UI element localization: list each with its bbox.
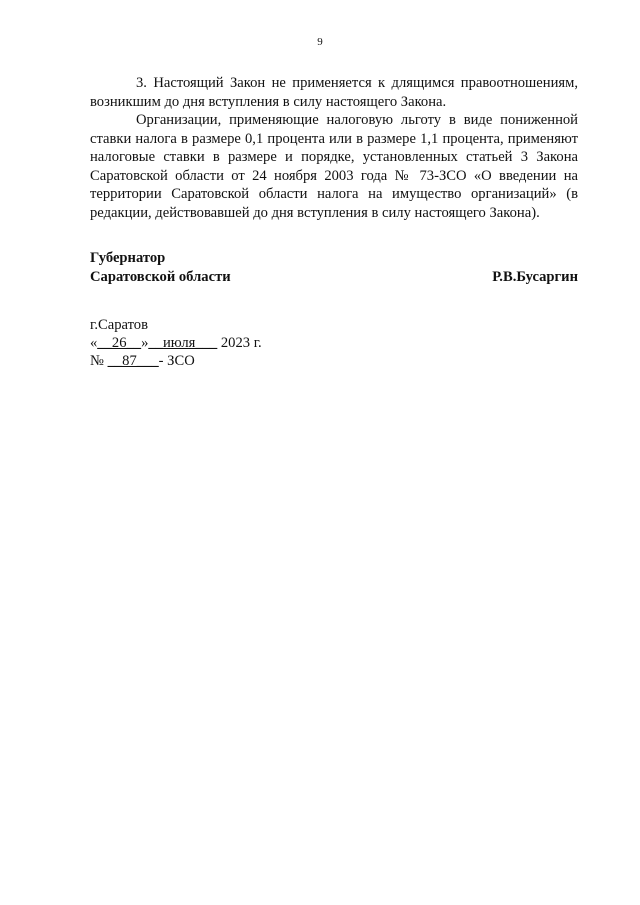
- date-day: __26__: [97, 335, 142, 351]
- signatory-name: Р.В.Бусаргин: [492, 269, 578, 285]
- signature-block: [90, 249, 578, 287]
- law-number-line: [90, 352, 262, 370]
- law-number-prefix: №: [90, 353, 108, 369]
- law-number-suffix: - ЗСО: [158, 353, 195, 369]
- date-month: __июля___: [148, 335, 218, 351]
- law-text: [90, 74, 578, 222]
- signature-row: [90, 268, 578, 287]
- date-line: [90, 334, 262, 352]
- date-open-quote: «: [90, 335, 98, 351]
- signatory-title-line1: Губернатор: [90, 250, 166, 266]
- law-number-value: __87___: [107, 353, 159, 369]
- date-close-quote: »: [141, 335, 149, 351]
- date-year: 2023 г.: [217, 335, 262, 351]
- page-number: 9: [317, 36, 323, 48]
- paragraph-organizations: Организации, применяющие налоговую льготу в виде пониженной ставки налога в размере 0,1 процента или в размере 1,1 процента, применяют налоговые ставки в размере и порядке, установленных статьей 3 Закона Саратовской области от 24 ноября 2003 года № 73-ЗСО «О введении на территории Саратовской области налога на имущество организаций» (в редакции, действовавшей до дня вступления в силу настоящего Закона).: [90, 112, 578, 221]
- place: г.Саратов: [90, 317, 148, 333]
- paragraph-clause-3: 3. Настоящий Закон не применяется к длящимся правоотношениям, возникшим до дня вступления в силу настоящего Закона.: [90, 75, 578, 110]
- signatory-title-line2: Саратовской области: [90, 269, 231, 285]
- place-date-block: [90, 316, 262, 370]
